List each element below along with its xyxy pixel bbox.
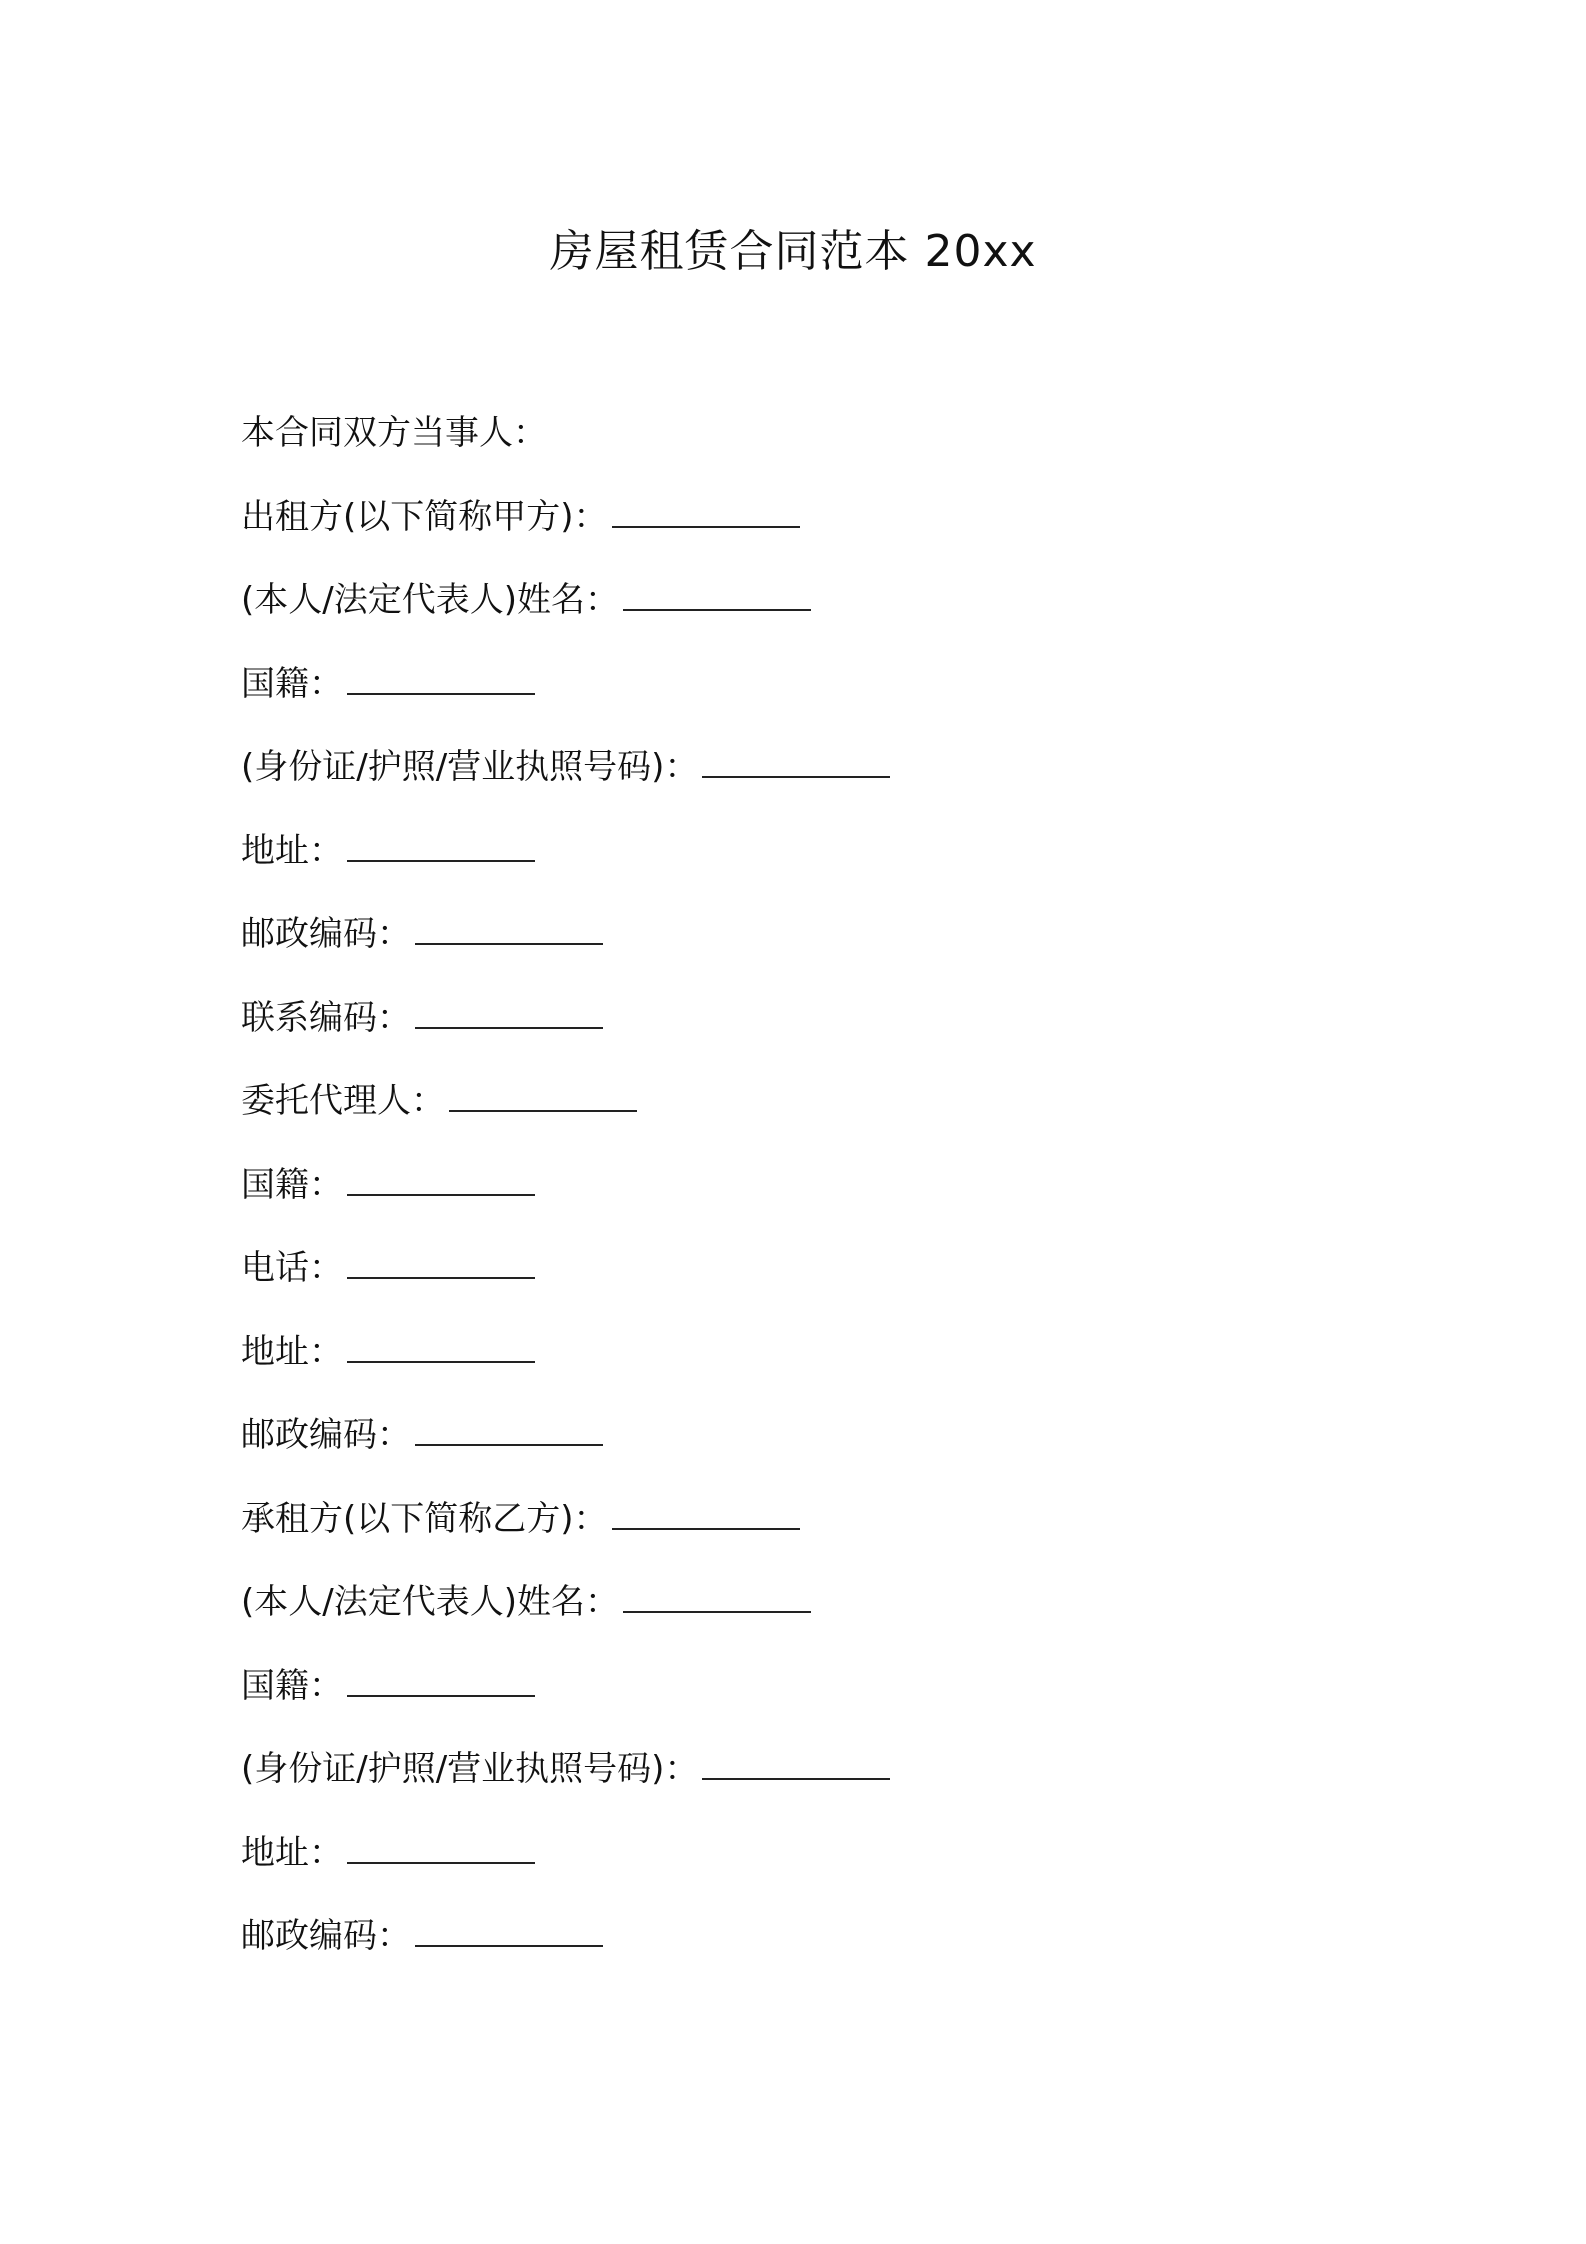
document-title: 房屋租赁合同范本 20xx [549, 226, 1037, 277]
line-label: (本人/法定代表人)姓名： [241, 580, 619, 620]
line-label: 地址： [241, 1331, 343, 1372]
line-agent-postcode [241, 1410, 1441, 1494]
fill-in-blank[interactable] [612, 492, 800, 528]
fill-in-blank[interactable] [702, 742, 890, 778]
fill-in-blank[interactable] [347, 1243, 535, 1279]
fill-in-blank[interactable] [415, 909, 603, 945]
line-label: 国籍： [241, 1164, 343, 1205]
line-label: 承租方(以下简称乙方)： [241, 1498, 608, 1539]
line-label: 地址： [241, 830, 343, 871]
line-label: 邮政编码： [241, 1916, 411, 1956]
line-agent-nationality [241, 1160, 1441, 1244]
fill-in-blank[interactable] [449, 1076, 637, 1112]
line-lessor-contact [241, 993, 1441, 1077]
line-lessee-nationality [241, 1661, 1441, 1745]
line-lessor-name [241, 575, 1441, 659]
fill-in-blank[interactable] [623, 1577, 811, 1613]
fill-in-blank[interactable] [347, 1327, 535, 1363]
line-label: 联系编码： [241, 997, 411, 1038]
line-label: (身份证/护照/营业执照号码)： [241, 747, 699, 787]
line-lessee [241, 1494, 1441, 1578]
line-label: 邮政编码： [241, 914, 411, 954]
line-agent-phone [241, 1243, 1441, 1327]
line-lessee-address [241, 1828, 1441, 1912]
line-agent [241, 1076, 1441, 1160]
line-lessor-postcode [241, 909, 1441, 993]
line-label: 本合同双方当事人： [241, 413, 547, 453]
line-label: 邮政编码： [241, 1415, 411, 1455]
line-lessor [241, 492, 1441, 576]
fill-in-blank[interactable] [415, 993, 603, 1029]
line-label: (本人/法定代表人)姓名： [241, 1582, 619, 1622]
line-lessor-nationality [241, 659, 1441, 743]
fill-in-blank[interactable] [623, 575, 811, 611]
line-label: 委托代理人： [241, 1081, 445, 1121]
line-lessee-postcode [241, 1911, 1441, 1995]
fill-in-blank[interactable] [347, 659, 535, 695]
fill-in-blank[interactable] [702, 1744, 890, 1780]
fill-in-blank[interactable] [347, 1828, 535, 1864]
line-label: 国籍： [241, 663, 343, 704]
line-lessee-name [241, 1577, 1441, 1661]
line-lessor-address [241, 826, 1441, 910]
line-label: 出租方(以下简称甲方)： [241, 496, 608, 537]
line-label: (身份证/护照/营业执照号码)： [241, 1749, 699, 1789]
fill-in-blank[interactable] [415, 1911, 603, 1947]
line-lessor-id [241, 742, 1441, 826]
line-parties-heading [241, 408, 1441, 492]
fill-in-blank[interactable] [612, 1494, 800, 1530]
line-lessee-id [241, 1744, 1441, 1828]
party-info-section [241, 408, 1441, 1995]
fill-in-blank[interactable] [347, 826, 535, 862]
line-agent-address [241, 1327, 1441, 1411]
fill-in-blank[interactable] [415, 1410, 603, 1446]
line-label: 电话： [241, 1248, 343, 1288]
line-label: 国籍： [241, 1665, 343, 1706]
fill-in-blank[interactable] [347, 1160, 535, 1196]
fill-in-blank[interactable] [347, 1661, 535, 1697]
line-label: 地址： [241, 1832, 343, 1873]
